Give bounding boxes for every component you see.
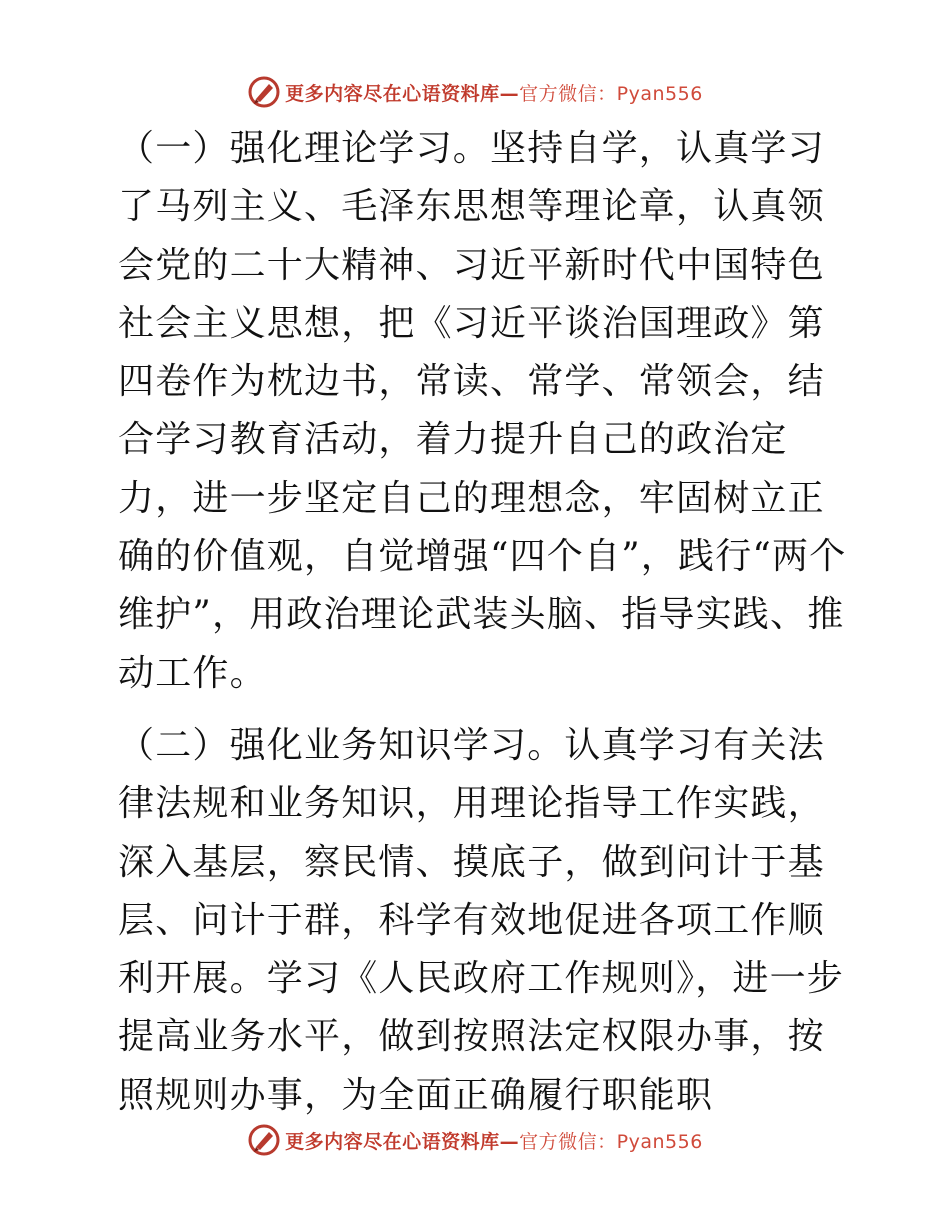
watermark-text: 更多内容尽在心语资料库— xyxy=(285,82,520,105)
footer-watermark xyxy=(0,1120,950,1160)
pen-logo-icon xyxy=(247,1123,281,1157)
document-body xyxy=(98,120,858,1125)
watermark-contact: 官方微信：Pyan556 xyxy=(519,1130,703,1153)
pen-logo-icon xyxy=(247,75,281,109)
paragraph-1: （一）强化理论学习。坚持自学，认真学习了马列主义、毛泽东思想等理论章，认真领会党的二十大精神、习近平新时代中国特色社会主义思想，把《习近平谈治国理政》第四卷作为枕边书，常读、常学、常领会，结合学习教育活动，着力提升自己的政治定力，进一步坚定自己的理想念，牢固树立正确的价值观，自觉增强“四个自”，践行“两个维护”，用政治理论武装头脑、指导实践、推动工作。 xyxy=(118,128,847,694)
paragraph-2: （二）强化业务知识学习。认真学习有关法律法规和业务知识，用理论指导工作实践，深入基层，察民情、摸底子，做到问计于基层、问计于群，科学有效地促进各项工作顺利开展。学习《人民政府工作规则》，进一步提高业务水平，做到按照法定权限办事，按照规则办事，为全面正确履行职能职 xyxy=(118,724,845,1116)
watermark-contact: 官方微信：Pyan556 xyxy=(519,82,703,105)
header-watermark xyxy=(0,72,950,112)
watermark-text: 更多内容尽在心语资料库— xyxy=(285,1130,520,1153)
